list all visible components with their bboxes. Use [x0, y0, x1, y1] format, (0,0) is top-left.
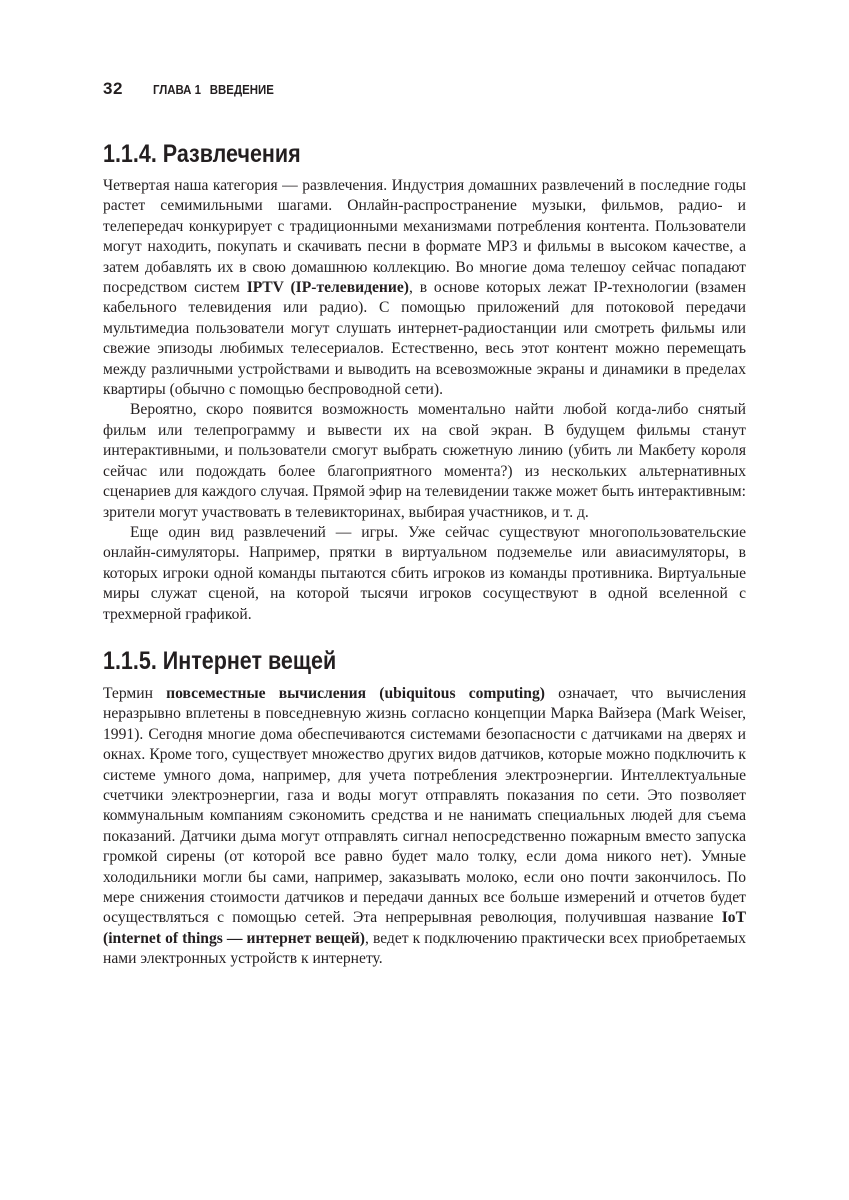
section-heading-entertainment: 1.1.4. Развлечения — [103, 140, 301, 168]
page-body — [103, 138, 746, 970]
term-bold: IPTV (IP-телевидение) — [246, 279, 410, 297]
paragraph: Вероятно, скоро появится возможность моментально найти любой когда-либо снятый фильм или телепрограмму и вывести их на свой экран. В будущем фильмы станут интерактивными, и пользователи смогут выбрать сюжетную линию (убить ли Макбету короля сейчас или подождать более благоприятного момента?) из нескольких альтернативных сценариев для каждого случая. Прямой эфир на телевидении также может быть интерактивным: зрители могут участвовать в телевикторинах, выбирая участников, и т. д. — [103, 401, 746, 521]
paragraph: Еще один вид развлечений — игры. Уже сейчас существуют многопользовательские онлайн-симуляторы. Например, прятки в виртуальном подземелье или авиасимуляторы, в которых игроки одной команды пытаются сбить игроков из команды противника. Виртуальные миры служат сценой, на которой тысячи игроков сосуществуют в одной вселенной с трехмерной графикой. — [103, 523, 746, 623]
running-head — [103, 79, 290, 101]
paragraph — [103, 176, 746, 400]
term-bold: IoT (internet of things — интернет вещей) — [103, 909, 746, 947]
chapter-label — [153, 82, 274, 97]
chapter-title: ВВЕДЕНИЕ — [209, 82, 274, 97]
text-run: , в основе которых лежат IP-технологии (взамен кабельного телевидения или радио). С помощью приложений для потоковой передачи мультимедиа пользователи могут слушать интернет-радиостанции или смотреть фильмы или свежие эпизоды любимых телесериалов. Естественно, весь этот контент можно перемещать между различными устройствами и выводить на всевозможные экраны и динамики в пределах квартиры (обычно с помощью беспроводной сети). — [103, 279, 747, 399]
paragraph — [103, 684, 746, 970]
text-run: , ведет к подключению практически всех приобретаемых нами электронных устройств к интернету. — [103, 929, 746, 968]
page-number: 32 — [103, 79, 123, 98]
section-heading-iot: 1.1.5. Интернет вещей — [103, 646, 337, 675]
text-run: означает, что вычисления неразрывно вплетены в повседневную жизнь согласно концепции Марка Вайзера (Mark Weiser, 1991). Сегодня многие дома обеспечиваются системами безопасности с датчиками на дверях и окнах. Кроме того, существует множество других видов датчиков, которые можно подключить к системе умного дома, например, для учета потребления электроэнергии. Интеллектуальные счетчики электроэнергии, газа и воды могут отправлять показания по сети. Это позволяет коммунальным компаниям сэкономить средства и не нанимать специальных людей для съема показаний. Датчики дыма могут отправлять сигнал непосредственно пожарным вместо запуска громкой сирены (от которой все равно будет мало толку, если дома никого нет). Умные холодильники могли бы сами, например, заказывать молоко, если оно почти закончилось. По мере снижения стоимости датчиков и передачи данных все больше измерений и отчетов будет осуществляться с помощью сетей. Эта непрерывная революция, получившая название — [103, 684, 746, 927]
text-run: Четвертая наша категория — развлечения. Индустрия домашних развлечений в последние годы растет семимильными шагами. Онлайн-распространение музыки, фильмов, радио- и телепередач конкурирует с традиционными механизмами потребления контента. Пользователи могут находить, покупать и скачивать песни в формате MP3 и фильмы в высоком качестве, а затем добавлять их в свою домашнюю коллекцию. Во многие дома телешоу сейчас попадают посредством систем — [103, 177, 746, 297]
term-bold: повсеместные вычисления (ubiquitous computing) — [166, 684, 545, 702]
text-run: Термин — [103, 684, 167, 702]
chapter-number: ГЛАВА 1 — [152, 82, 201, 97]
